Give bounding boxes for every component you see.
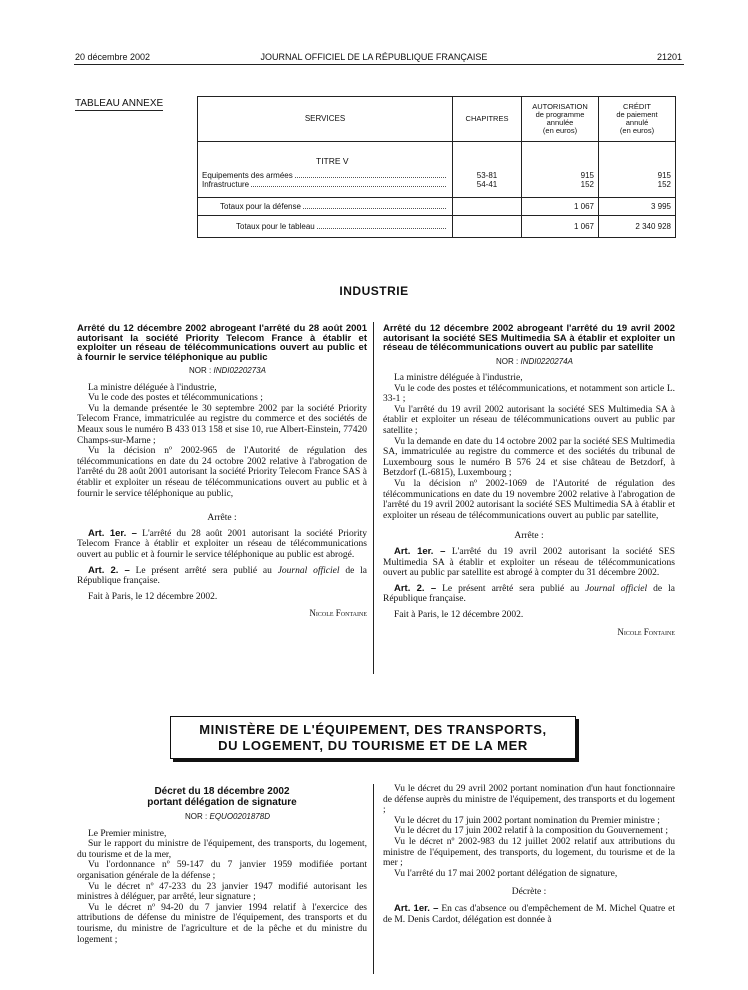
decret-subtitle: portant délégation de signature <box>147 797 297 808</box>
col-credit-line: (en euros) <box>619 126 655 135</box>
table-row <box>198 166 676 180</box>
row-credit: 915 <box>599 166 676 180</box>
total-label: Totaux pour le tableau <box>236 222 315 231</box>
journal-name: Journal officiel <box>585 583 648 594</box>
decrete-label: Décrète : <box>511 887 547 898</box>
row-credit: 152 <box>599 180 676 189</box>
paragraph: Vu le code des postes et télécommunications, et notamment son article L. 33-1 ; <box>383 383 675 405</box>
section-title-industrie: INDUSTRIE <box>339 284 409 298</box>
paragraph: Vu le décret du 29 avril 2002 portant nomination d'un haut fonctionnaire de défense auprès du ministre de l'équipement, des transports et du logement ; <box>383 784 675 816</box>
row-chapitre: 53-81 <box>453 166 522 180</box>
ministere-heading-box <box>170 716 576 759</box>
paragraph: Vu le décret nº 47-233 du 23 janvier 1947 modifié autorisant les ministres à déléguer, par arrêté, leur signature ; <box>77 881 367 903</box>
paragraph: Vu la décision nº 2002-1069 de l'Autorité de régulation des télécommunications en date du 19 novembre 2002 relative à l'abrogation de l'arrêté du 19 avril 2002 autorisant la société SES Multimedia SA à établir et exploiter un réseau de télécommunications ouvert au public par satellite, <box>383 479 675 521</box>
arrete-title: Arrêté du 12 décembre 2002 abrogeant l'arrêté du 28 août 2001 autorisant la société Priority Telecom France à établir et exploiter un réseau de télécommunications ouvert au public et à fournir le service téléphonique au public <box>77 323 367 363</box>
paragraph: La ministre déléguée à l'industrie, <box>88 382 217 393</box>
article-2 <box>383 584 675 605</box>
total-autorisation: 1 067 <box>522 198 599 216</box>
paragraph: Vu le décret du 17 juin 2002 relatif à la composition du Gouvernement ; <box>394 826 669 837</box>
nor-line <box>383 357 675 368</box>
nor-label: NOR : <box>496 356 519 366</box>
paragraph: La ministre déléguée à l'industrie, <box>394 373 523 384</box>
paragraph: Vu le décret du 17 juin 2002 portant nomination du Premier ministre ; <box>394 815 660 826</box>
article-text: de la République française. <box>383 583 675 605</box>
ministere-heading-line: MINISTÈRE DE L'ÉQUIPEMENT, DES TRANSPORTS, <box>199 721 547 737</box>
row-autorisation: 152 <box>522 180 599 189</box>
article-text: Le présent arrêté sera publié au <box>129 565 278 576</box>
titre-v: TITRE V <box>198 142 453 167</box>
fait-a-paris: Fait à Paris, le 12 décembre 2002. <box>394 609 524 620</box>
article-text: En cas d'absence ou d'empêchement de M. Michel Quatre et de M. Denis Cardot, délégation est donnée à <box>383 903 675 925</box>
article-2 <box>77 566 367 587</box>
annex-header-row <box>198 97 676 142</box>
col-autorisation <box>522 97 599 142</box>
paragraph: Vu la décision nº 2002-965 de l'Autorité de régulation des télécommunications en date du 24 octobre 2002 relative à l'abrogation de l'arrêté du 28 août 2001 autorisant la société Priority Telecom France SAS à établir et exploiter un réseau de télécommunications ouvert au public et à fournir le service téléphonique au public, <box>77 446 367 499</box>
table-row <box>198 216 676 238</box>
decret-left-column <box>77 786 367 945</box>
column-divider <box>373 784 374 974</box>
article-1 <box>383 547 675 579</box>
article-1 <box>383 904 675 925</box>
col-autorisation-line: annulée <box>546 118 574 127</box>
header-date: 20 décembre 2002 <box>75 52 151 62</box>
paragraph: Vu la demande présentée le 30 septembre 2002 par la société Priority Telecom France, immatriculée au registre du commerce et des sociétés de Meaux sous le numéro B 433 013 158 et sise 10, rue Albert-Einstein, 77420 Champs-sur-Marne ; <box>77 403 367 446</box>
article-label: Art. 1er. – <box>88 527 137 539</box>
nor-code: INDI0220274A <box>520 356 573 366</box>
header-journal-title: JOURNAL OFFICIEL DE LA RÉPUBLIQUE FRANÇAISE <box>260 52 488 62</box>
nor-code: EQUO0201878D <box>209 812 270 821</box>
signature: Nicole Fontaine <box>617 626 675 637</box>
paragraph: Sur le rapport du ministre de l'équipement, des transports, du logement, du tourisme et de la mer, <box>77 839 367 860</box>
total-credit: 2 340 928 <box>599 216 676 238</box>
nor-label: NOR : <box>185 812 208 821</box>
row-label: Infrastructure <box>202 180 250 189</box>
nor-line <box>77 366 367 377</box>
journal-name: Journal officiel <box>277 565 340 576</box>
col-credit-line: annulé <box>625 118 649 127</box>
col-autorisation-line: AUTORISATION <box>532 102 588 111</box>
decret-title: Décret du 18 décembre 2002 <box>154 786 290 797</box>
col-autorisation-line: de programme <box>535 110 585 119</box>
article-label: Art. 2. – <box>394 582 437 594</box>
row-label: Equipements des armées <box>202 171 293 180</box>
paragraph: Le Premier ministre, <box>88 828 167 839</box>
annex-title-row <box>198 142 676 167</box>
table-row <box>198 198 676 216</box>
total-credit: 3 995 <box>599 198 676 216</box>
paragraph: Vu l'arrêté du 17 mai 2002 portant délégation de signature, <box>394 868 618 879</box>
nor-label: NOR : <box>189 366 212 375</box>
arrete-left-column <box>77 324 367 619</box>
decret-right-column <box>383 784 675 925</box>
table-row <box>198 180 676 189</box>
spacer-row <box>198 189 676 198</box>
fait-a-paris: Fait à Paris, le 12 décembre 2002. <box>88 591 218 602</box>
total-label: Totaux pour la défense <box>220 202 301 211</box>
arrete-right-column <box>383 324 675 637</box>
paragraph: Vu le code des postes et télécommunications ; <box>88 393 263 404</box>
col-credit-line: CRÉDIT <box>623 102 651 111</box>
article-label: Art. 1er. – <box>394 546 446 557</box>
signature: Nicole Fontaine <box>309 608 367 619</box>
col-autorisation-line: (en euros) <box>542 126 578 135</box>
column-divider <box>373 322 374 674</box>
nor-line <box>77 812 367 823</box>
annex-table <box>197 96 676 238</box>
arrete-title: Arrêté du 12 décembre 2002 abrogeant l'arrêté du 19 avril 2002 autorisant la société SES Multimedia SA à établir et exploiter un réseau de télécommunications ouvert au public par satellite <box>383 323 675 353</box>
annex-label: TABLEAU ANNEXE <box>75 98 164 109</box>
article-text: L'arrêté du 28 août 2001 autorisant la société Priority Telecom France à établir et exploiter un réseau de télécommunications ouvert au public et à fournir le service téléphonique au public est abrogé. <box>77 528 367 560</box>
paragraph: Vu le décret nº 2002-983 du 12 juillet 2002 relatif aux attributions du ministre de l'équipement, des transports, du logement, du tourisme et de la mer ; <box>383 836 675 869</box>
article-text: Le présent arrêté sera publié au <box>436 583 586 594</box>
row-autorisation: 915 <box>522 166 599 180</box>
header-page-number: 21201 <box>656 52 682 62</box>
col-credit <box>599 97 676 142</box>
paragraph: Vu l'ordonnance nº 59-147 du 7 janvier 1959 modifiée portant organisation générale de la défense ; <box>77 860 367 881</box>
col-credit-line: de paiement <box>616 110 658 119</box>
nor-code: INDI0220273A <box>213 366 266 375</box>
paragraph: Vu l'arrêté du 19 avril 2002 autorisant la société SES Multimedia SA à établir et exploiter un réseau de télécommunications ouvert au public par satellite ; <box>383 404 675 437</box>
col-services: SERVICES <box>198 97 453 142</box>
col-chapitres: CHAPITRES <box>453 97 522 142</box>
paragraph: Vu le décret nº 94-20 du 7 janvier 1994 relatif à l'exercice des attributions de défense du ministre de l'équipement, des transports et du tourisme, du ministre de l'agriculture et de la pêche et du ministre du logement ; <box>77 902 367 945</box>
article-1 <box>77 529 367 561</box>
article-text: de la République française. <box>77 565 367 587</box>
ministere-heading-line: DU LOGEMENT, DU TOURISME ET DE LA MER <box>218 737 528 753</box>
article-label: Art. 1er. – <box>394 902 439 914</box>
row-chapitre: 54-41 <box>453 180 522 189</box>
paragraph: Vu la demande en date du 14 octobre 2002 par la société SES Multimedia SA, immatriculée au registre du commerce et des sociétés du tribunal de Luxembourg sous le numéro B 576 24 et sise château de Betzdorf, à Betzdorf (L-6815), Luxembourg ; <box>383 436 675 479</box>
arrete-label: Arrête : <box>514 531 544 542</box>
total-autorisation: 1 067 <box>522 216 599 238</box>
arrete-label: Arrête : <box>207 513 237 524</box>
header-rule <box>74 64 684 65</box>
article-label: Art. 2. – <box>88 564 130 576</box>
article-text: L'arrêté du 19 avril 2002 autorisant la société SES Multimedia SA à établir et exploiter un réseau de télécommunications ouvert au public par satellite est abrogé à compter du 31 décembre 2002. <box>383 547 675 579</box>
